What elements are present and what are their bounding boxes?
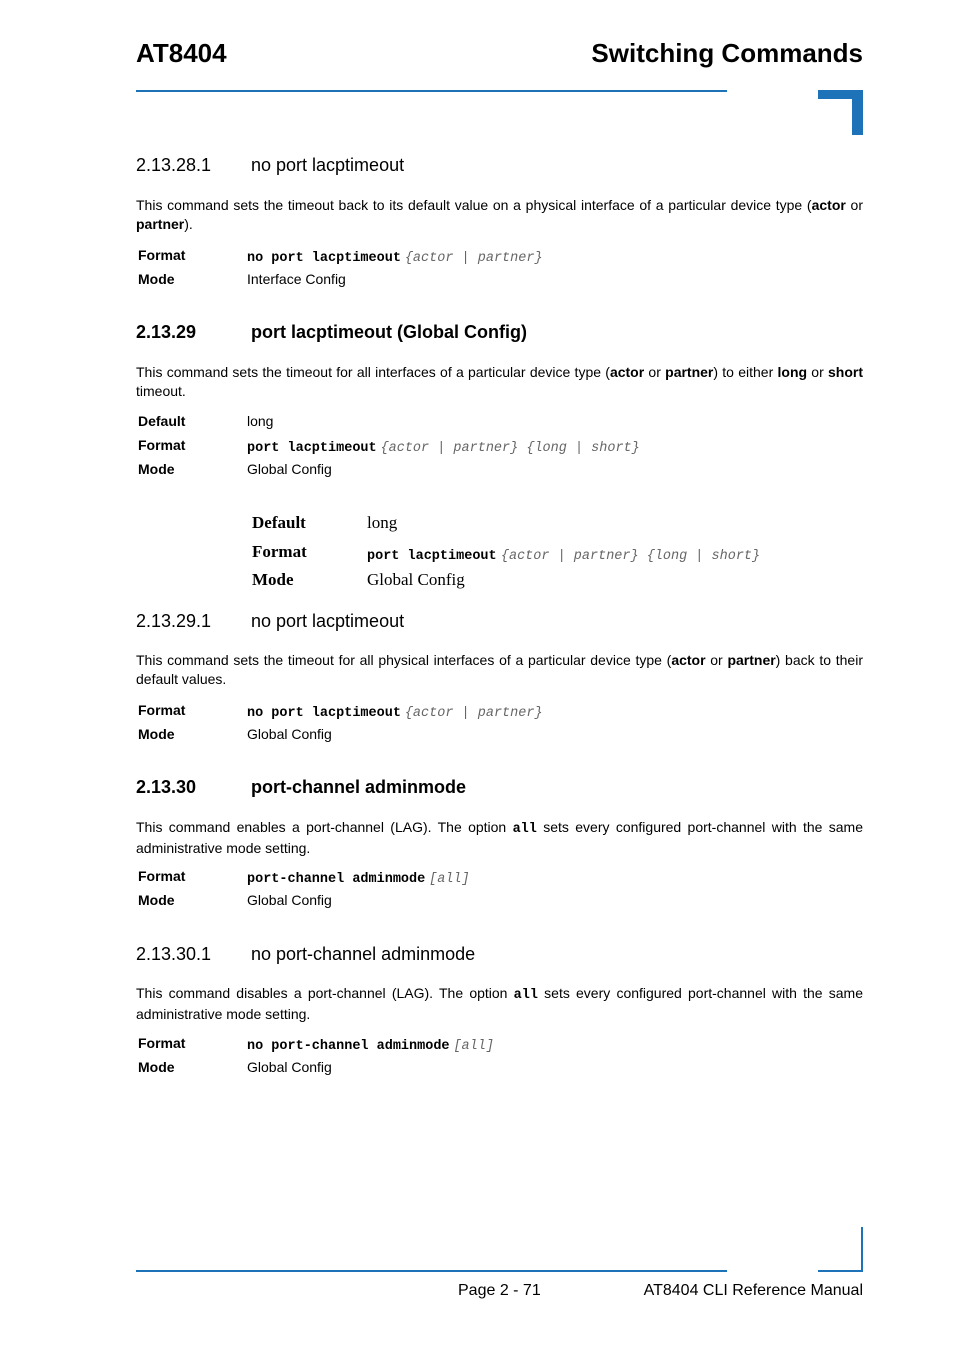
format-value: port-channel adminmode [all]	[247, 872, 470, 887]
mode-value: Global Config	[247, 726, 332, 742]
format-label: Format	[138, 1035, 186, 1051]
section-title: no port lacptimeout	[251, 611, 405, 631]
mode-value: Global Config	[367, 570, 465, 589]
section-title: port lacptimeout (Global Config)	[251, 322, 527, 342]
manual-title: AT8404 CLI Reference Manual	[643, 1282, 863, 1299]
section-heading	[136, 942, 475, 966]
section-description: This command disables a port-channel (LAG). The option all sets every configured port-channel with the same administrative mode setting.	[136, 985, 863, 1022]
mode-label: Mode	[138, 461, 175, 477]
section-title: no port-channel adminmode	[251, 944, 476, 964]
page-number: Page 2 - 71	[458, 1282, 541, 1299]
mode-label: Mode	[138, 271, 175, 287]
section-title: port-channel adminmode	[251, 777, 467, 797]
mode-value: Global Config	[247, 1059, 332, 1075]
footer-rule	[136, 1270, 727, 1272]
format-label: Format	[138, 247, 186, 263]
mode-value: Interface Config	[247, 271, 346, 287]
section-heading	[136, 609, 404, 633]
format-label: Format	[252, 542, 307, 561]
doc-title: AT8404	[136, 38, 227, 68]
section-description: This command sets the timeout back to its default value on a physical interface of a particular device type (actor or partner).	[136, 197, 863, 232]
mode-label: Mode	[138, 726, 175, 742]
default-label: Default	[138, 413, 186, 429]
header-corner-mark-vertical	[852, 90, 863, 135]
format-value: port lacptimeout {actor | partner} {long | short}	[247, 441, 640, 456]
section-heading	[136, 320, 527, 344]
default-value: long	[367, 513, 398, 532]
default-label: Default	[252, 513, 306, 532]
mode-value: Global Config	[247, 461, 332, 477]
header-rule	[136, 90, 727, 92]
section-description: This command enables a port-channel (LAG). The option all sets every configured port-channel with the same administrative mode setting.	[136, 819, 864, 856]
format-value: no port-channel adminmode [all]	[247, 1039, 494, 1054]
mode-label: Mode	[138, 892, 175, 908]
footer-corner-mark-horizontal	[818, 1270, 863, 1272]
default-value: long	[247, 413, 274, 429]
mode-label: Mode	[138, 1059, 175, 1075]
format-label: Format	[138, 702, 186, 718]
format-label: Format	[138, 868, 186, 884]
section-number: 2.13.30.1	[136, 944, 212, 964]
chapter-title: Switching Commands	[591, 38, 863, 68]
section-number: 2.13.29.1	[136, 611, 212, 631]
section-description: This command sets the timeout for all interfaces of a particular device type (actor or partner) to either long or short timeout.	[136, 364, 864, 399]
format-value: port lacptimeout {actor | partner} {long | short}	[367, 549, 761, 564]
section-number: 2.13.30	[136, 777, 197, 797]
mode-label: Mode	[252, 570, 294, 589]
footer-corner-mark	[861, 1227, 863, 1272]
section-heading	[136, 153, 404, 177]
format-value: no port lacptimeout {actor | partner}	[247, 706, 543, 721]
section-title: no port lacptimeout	[251, 155, 405, 175]
section-heading	[136, 775, 466, 799]
format-value: no port lacptimeout {actor | partner}	[247, 251, 543, 266]
mode-value: Global Config	[247, 892, 332, 908]
section-number: 2.13.28.1	[136, 155, 212, 175]
section-number: 2.13.29	[136, 322, 197, 342]
section-description: This command sets the timeout for all physical interfaces of a particular device type (actor or partner) back to their default values.	[136, 652, 863, 687]
format-label: Format	[138, 437, 186, 453]
